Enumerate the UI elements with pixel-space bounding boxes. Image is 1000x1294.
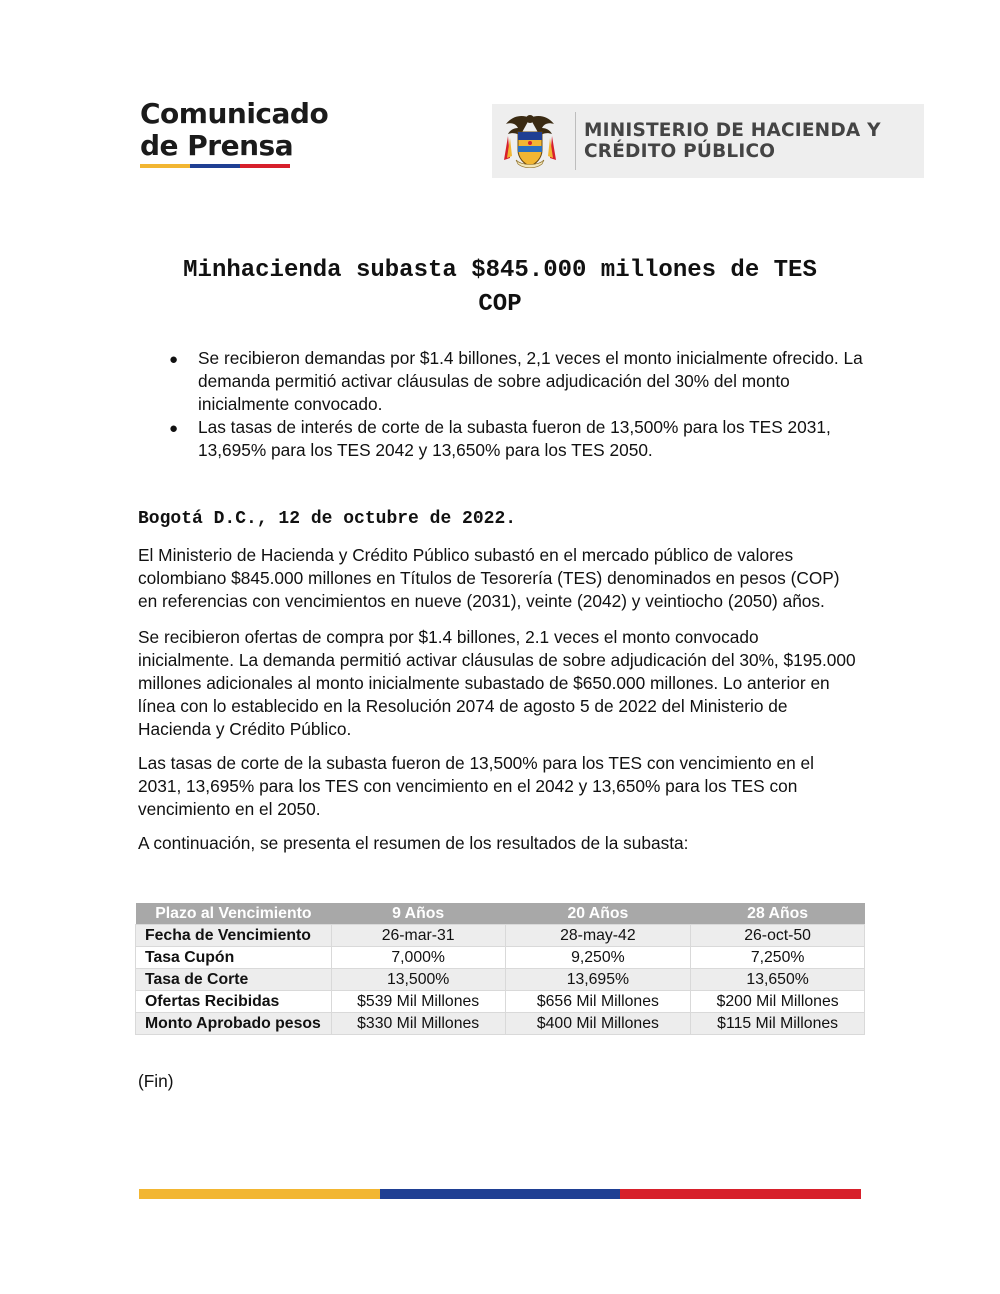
brand-title bbox=[140, 98, 328, 162]
table-cell: 9,250% bbox=[505, 947, 691, 969]
bullet-dot-icon: ● bbox=[169, 420, 179, 437]
ministry-name-line-1: MINISTERIO DE HACIENDA Y bbox=[584, 120, 881, 141]
table-cell: 13,650% bbox=[691, 969, 865, 991]
footer-color-bar bbox=[139, 1189, 861, 1199]
auction-results-table bbox=[135, 903, 865, 1035]
closing-mark: (Fin) bbox=[138, 1071, 174, 1091]
highlight-text: Las tasas de interés de corte de la subasta fueron de 13,500% para los TES 2031, 13,695% para los TES 2042 y 13,650% para los TES 2050. bbox=[198, 417, 831, 460]
table-cell: $656 Mil Millones bbox=[505, 991, 691, 1013]
footer-bar-blue bbox=[380, 1189, 621, 1199]
table-cell: $115 Mil Millones bbox=[691, 1013, 865, 1035]
table-header-cell: 28 Años bbox=[691, 903, 865, 925]
table-header-cell: 20 Años bbox=[505, 903, 691, 925]
row-label-cell: Fecha de Vencimiento bbox=[136, 925, 332, 947]
brand-line-2: de Prensa bbox=[140, 129, 294, 162]
row-label-cell: Monto Aprobado pesos bbox=[136, 1013, 332, 1035]
table-header-cell: Plazo al Vencimiento bbox=[136, 903, 332, 925]
table-cell: $330 Mil Millones bbox=[331, 1013, 505, 1035]
highlights-list bbox=[168, 347, 868, 462]
ministry-name bbox=[584, 120, 881, 162]
table-header-cell: 9 Años bbox=[331, 903, 505, 925]
body-paragraph: Se recibieron ofertas de compra por $1.4 billones, 2.1 veces el monto convocado inicialmente. La demanda permitió activar cláusulas de sobre adjudicación del 30%, $195.000 millones adicionales al monto inicialmente subastado de $650.000 millones. Lo anterior en línea con lo establecido en la Resolución 2074 de agosto 5 de 2022 del Ministerio de Hacienda y Crédito Público. bbox=[138, 627, 856, 739]
press-release-title bbox=[100, 254, 900, 322]
table-cell: $400 Mil Millones bbox=[505, 1013, 691, 1035]
table-row bbox=[136, 969, 865, 991]
colombia-coat-of-arms-icon bbox=[500, 110, 560, 172]
body-paragraph: Las tasas de corte de la subasta fueron de 13,500% para los TES con vencimiento en el 2031, 13,695% para los TES con vencimiento en el 2042 y 13,650% para los TES con vencimiento en el 2050. bbox=[138, 753, 814, 819]
body-paragraph: El Ministerio de Hacienda y Crédito Público subastó en el mercado público de valores colombiano $845.000 millones en Títulos de Tesorería (TES) denominados en pesos (COP) en referencias con vencimientos en nueve (2031), veinte (2042) y veintiocho (2050) años. bbox=[138, 545, 840, 611]
dateline: Bogotá D.C., 12 de octubre de 2022. bbox=[138, 509, 517, 529]
highlight-item bbox=[168, 416, 868, 462]
ministry-name-line-2: CRÉDITO PÚBLICO bbox=[584, 141, 776, 162]
table-row bbox=[136, 947, 865, 969]
table-row bbox=[136, 991, 865, 1013]
body-paragraph: A continuación, se presenta el resumen de los resultados de la subasta: bbox=[138, 833, 689, 853]
ministry-logo-divider bbox=[575, 112, 576, 170]
brand-bar-yellow bbox=[140, 164, 190, 168]
table-cell: 13,695% bbox=[505, 969, 691, 991]
row-label-cell: Tasa de Corte bbox=[136, 969, 332, 991]
brand-bar-blue bbox=[190, 164, 240, 168]
brand-color-bar bbox=[140, 164, 290, 168]
table-cell: 26-mar-31 bbox=[331, 925, 505, 947]
title-line-1: Minhacienda subasta $845.000 millones de TES bbox=[183, 257, 817, 284]
highlight-item bbox=[168, 347, 868, 416]
table-row bbox=[136, 1013, 865, 1035]
table-cell: $200 Mil Millones bbox=[691, 991, 865, 1013]
highlight-text: Se recibieron demandas por $1.4 billones, 2,1 veces el monto inicialmente ofrecido. La demanda permitió activar cláusulas de sobre adjudicación del 30% del monto inicialmente convocado. bbox=[198, 348, 863, 414]
brand-bar-red bbox=[240, 164, 290, 168]
table-cell: 7,000% bbox=[331, 947, 505, 969]
table-cell: 13,500% bbox=[331, 969, 505, 991]
table-cell: $539 Mil Millones bbox=[331, 991, 505, 1013]
row-label-cell: Tasa Cupón bbox=[136, 947, 332, 969]
bullet-dot-icon: ● bbox=[169, 351, 179, 368]
table-cell: 28-may-42 bbox=[505, 925, 691, 947]
table-cell: 26-oct-50 bbox=[691, 925, 865, 947]
table-header-row bbox=[136, 903, 865, 925]
footer-bar-red bbox=[620, 1189, 861, 1199]
table-cell: 7,250% bbox=[691, 947, 865, 969]
row-label-cell: Ofertas Recibidas bbox=[136, 991, 332, 1013]
brand-line-1: Comunicado bbox=[140, 97, 329, 130]
table-row bbox=[136, 925, 865, 947]
footer-bar-yellow bbox=[139, 1189, 380, 1199]
title-line-2: COP bbox=[478, 291, 522, 318]
